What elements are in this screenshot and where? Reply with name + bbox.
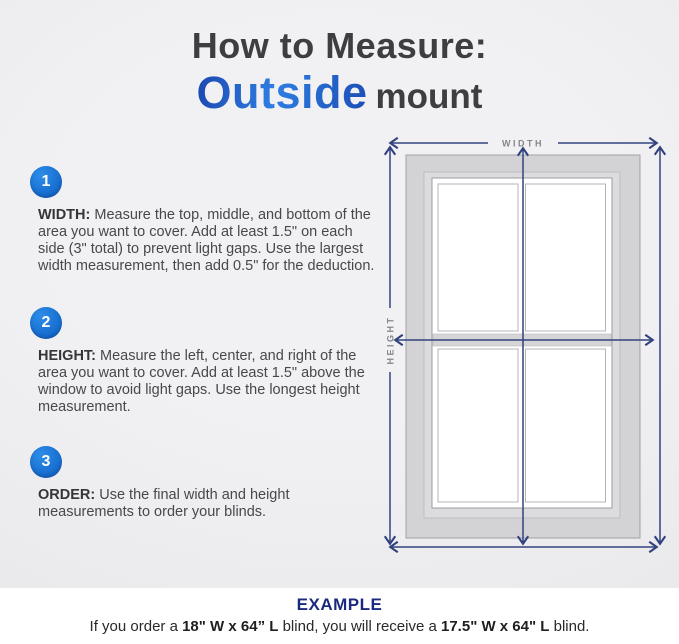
step-height	[28, 307, 380, 416]
step-1-body: Measure the top, middle, and bottom of the area you want to cover. Add at least 1.5" on each side (3" total) to prevent light gaps. Use the largest width measurement, then add 0.5" for the deduction.	[38, 207, 375, 274]
step-1-text	[38, 207, 380, 275]
page-title	[0, 26, 679, 117]
window-pane-bottom-left	[438, 349, 518, 502]
example-sentence	[0, 618, 679, 635]
step-3-text	[38, 487, 380, 521]
step-1-label: WIDTH:	[38, 207, 91, 223]
title-suffix: mount	[375, 76, 483, 116]
example-measurement: 18" W x 64” L	[182, 618, 279, 635]
step-2-label: HEIGHT:	[38, 348, 96, 364]
step-order	[28, 446, 380, 521]
step-2-badge: 2	[30, 307, 62, 339]
step-3-body: Use the final width and height measurements to order your blinds.	[38, 487, 290, 520]
title-line2	[0, 68, 679, 118]
step-width	[28, 166, 380, 275]
width-label: WIDTH	[502, 138, 544, 149]
height-label: HEIGHT	[385, 315, 396, 365]
example-section	[0, 588, 679, 644]
example-text: If you order a	[89, 618, 183, 635]
title-line1: How to Measure:	[191, 25, 488, 66]
step-2-body: Measure the left, center, and right of the area you want to cover. Add at least 1.5" above the window to avoid light gaps. Use the longest height measurement.	[38, 348, 365, 415]
example-text: blind.	[549, 618, 590, 635]
example-text: blind, you will receive a	[278, 618, 441, 635]
step-2-text	[38, 348, 380, 416]
step-1-badge: 1	[30, 166, 62, 198]
window-pane-bottom-right	[526, 349, 606, 502]
window-pane-top-left	[438, 184, 518, 331]
step-3-badge: 3	[30, 446, 62, 478]
window-pane-top-right	[526, 184, 606, 331]
example-measurement: 17.5" W x 64" L	[441, 618, 550, 635]
title-highlight: Outside	[196, 66, 368, 118]
example-heading: EXAMPLE	[296, 595, 383, 614]
window-measurement-diagram	[375, 125, 675, 585]
step-3-label: ORDER:	[38, 487, 96, 503]
